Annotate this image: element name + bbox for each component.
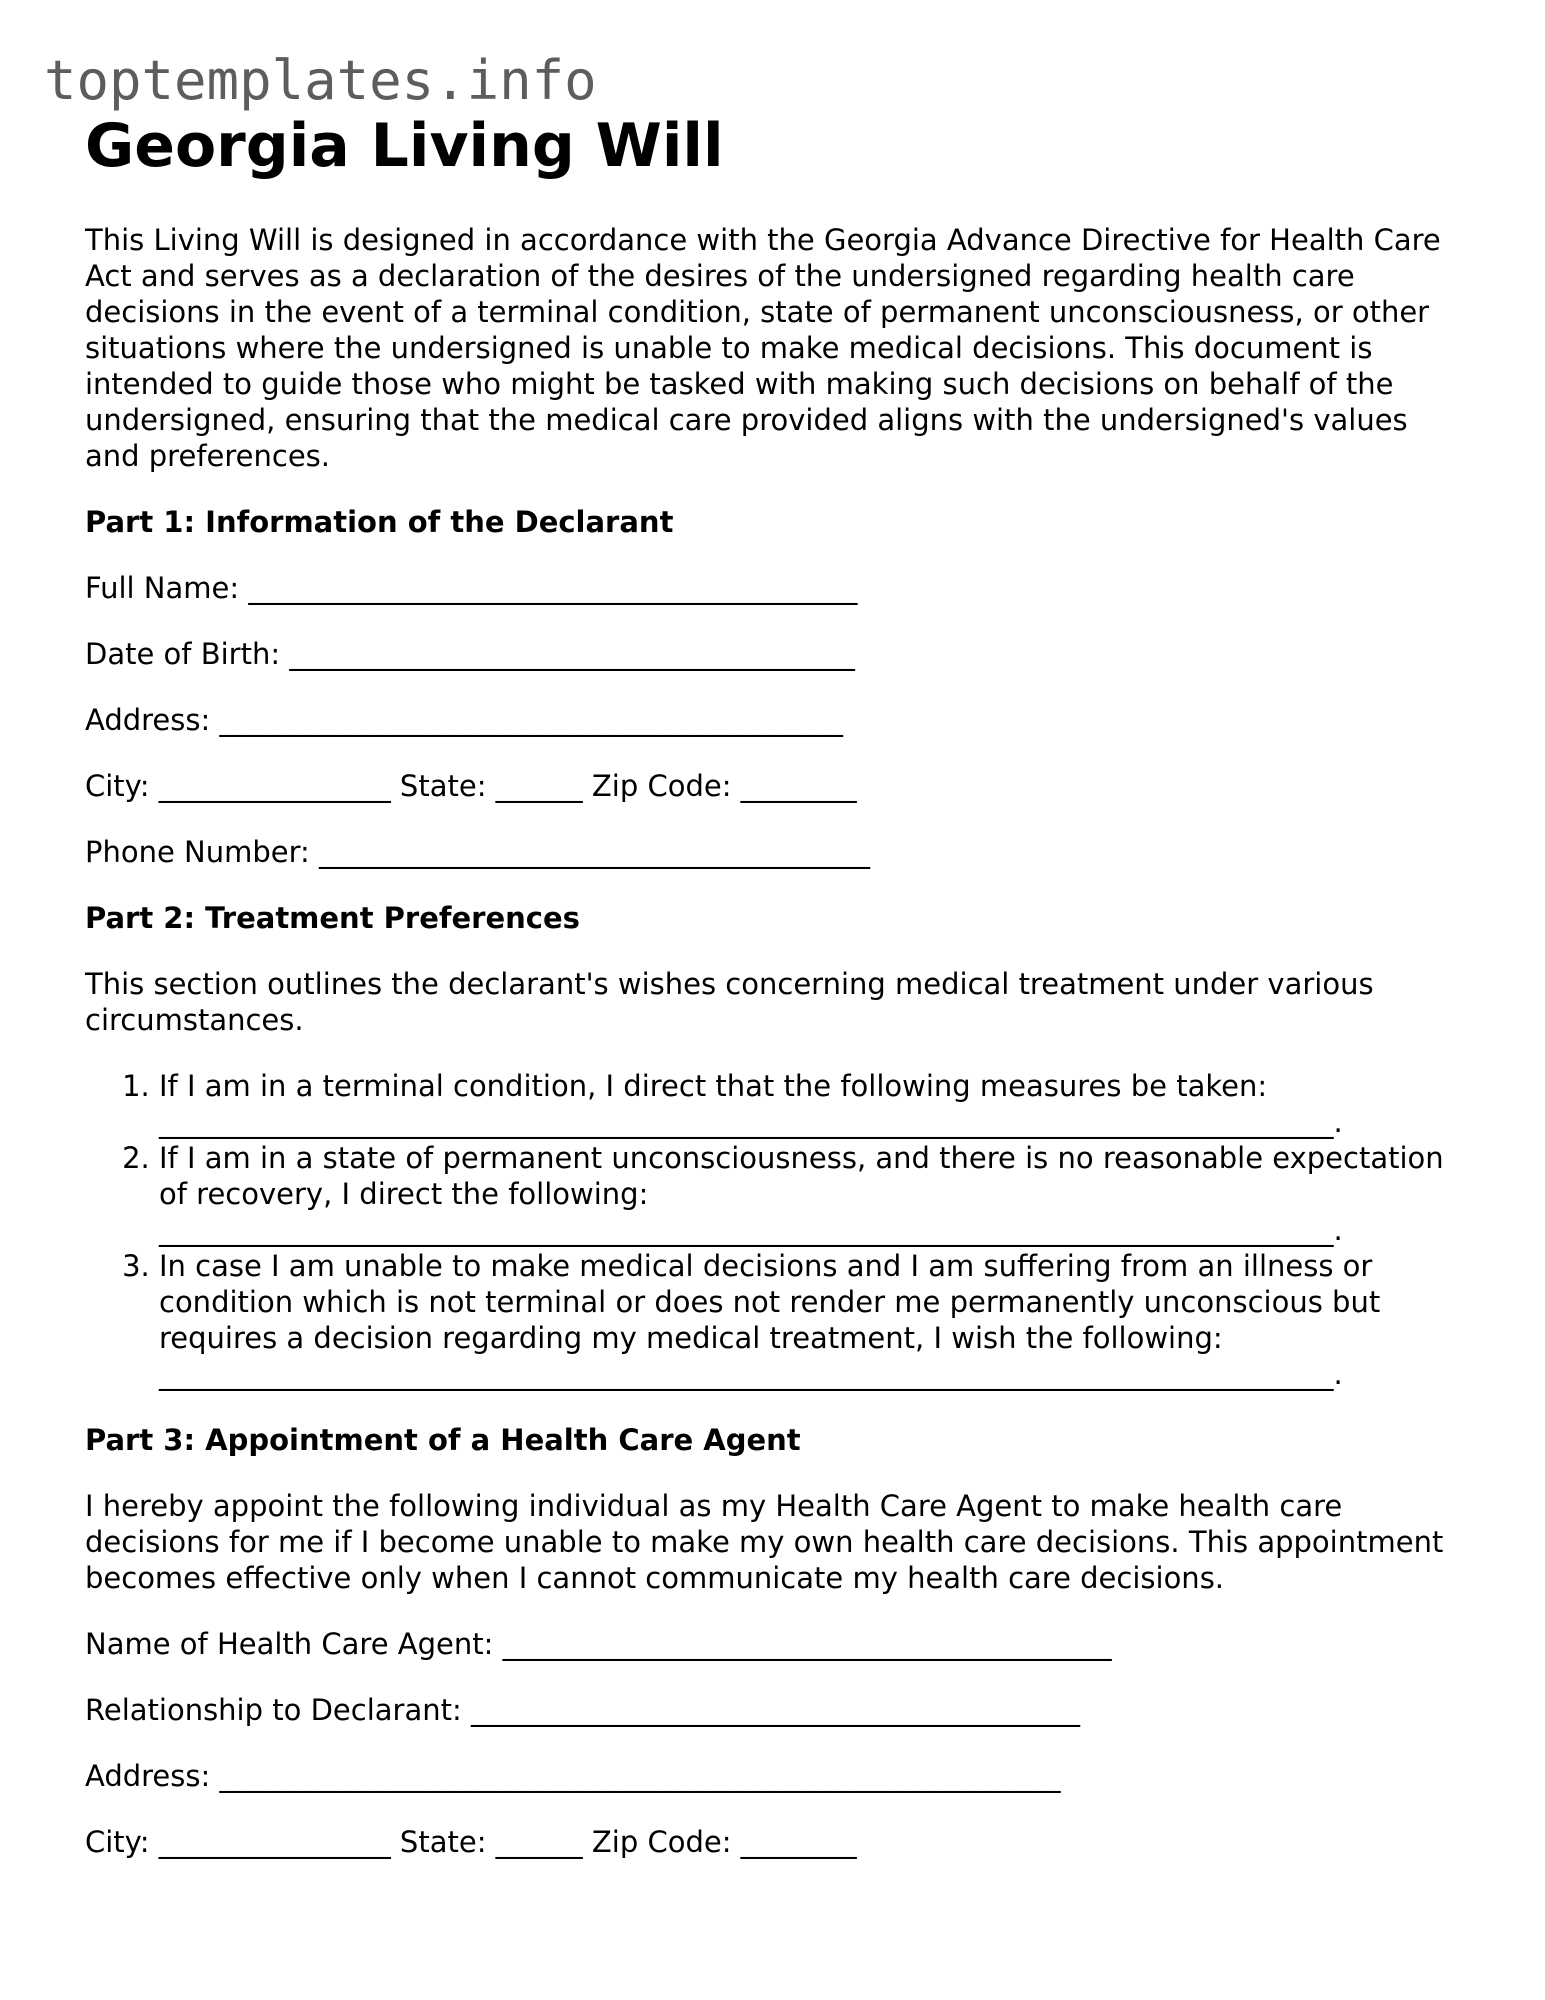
relationship-field[interactable]: Relationship to Declarant: __________________________________________ bbox=[85, 1693, 1080, 1727]
part2-heading: Part 2: Treatment Preferences bbox=[85, 901, 580, 935]
date-of-birth-field[interactable]: Date of Birth: _______________________________________ bbox=[85, 637, 855, 671]
list-item-text: If I am in a terminal condition, I direct that the following measures be taken: bbox=[159, 1069, 1268, 1103]
part3-description: I hereby appoint the following individual as my Health Care Agent to make health care decisions for me if I become unable to make my own health care decisions. This appointment becomes effective only when I cannot communicate my health care decisions. bbox=[85, 1489, 1444, 1595]
part1-heading: Part 1: Information of the Declarant bbox=[85, 505, 674, 539]
watermark: toptemplates.info bbox=[44, 49, 597, 112]
list-item bbox=[159, 1068, 1465, 1140]
treatment-preferences-list bbox=[85, 1068, 1465, 1392]
part3-heading: Part 3: Appointment of a Health Care Agent bbox=[85, 1423, 801, 1457]
intro-paragraph: This Living Will is designed in accordance with the Georgia Advance Directive for Health Care Act and serves as a declaration of the desires of the undersigned regarding health care decisions in the event of a terminal condition, state of permanent unconsciousness, or other situations where the undersigned is unable to make medical decisions. This document is intended to guide those who might be tasked with making such decisions on behalf of the undersigned, ensuring that the medical care provided aligns with the undersigned's values and preferences. bbox=[85, 223, 1441, 473]
phone-number-field[interactable]: Phone Number: ______________________________________ bbox=[85, 835, 871, 869]
other-condition-blank[interactable]: _________________________________________________________________________________. bbox=[159, 1357, 1343, 1391]
agent-address-field[interactable]: Address: __________________________________________________________ bbox=[85, 1759, 1061, 1793]
page-title: Georgia Living Will bbox=[85, 111, 724, 181]
full-name-field[interactable]: Full Name: __________________________________________ bbox=[85, 571, 858, 605]
address-field[interactable]: Address: ___________________________________________ bbox=[85, 703, 843, 737]
part2-description: This section outlines the declarant's wishes concerning medical treatment under various circumstances. bbox=[85, 967, 1374, 1037]
list-item-text: If I am in a state of permanent unconsciousness, and there is no reasonable expectation of recovery, I direct the following: bbox=[159, 1141, 1444, 1211]
terminal-condition-blank[interactable]: _________________________________________________________________________________. bbox=[159, 1105, 1343, 1139]
agent-city-state-zip-field[interactable]: City: ________________ State: ______ Zip Code: ________ bbox=[85, 1825, 857, 1859]
list-item bbox=[159, 1140, 1465, 1248]
list-item bbox=[159, 1248, 1465, 1392]
document-content bbox=[85, 108, 1465, 1860]
unconsciousness-blank[interactable]: _________________________________________________________________________________. bbox=[159, 1213, 1343, 1247]
city-state-zip-field[interactable]: City: ________________ State: ______ Zip Code: ________ bbox=[85, 769, 857, 803]
agent-name-field[interactable]: Name of Health Care Agent: __________________________________________ bbox=[85, 1627, 1112, 1661]
list-item-text: In case I am unable to make medical decisions and I am suffering from an illness or condition which is not terminal or does not render me permanently unconscious but requires a decision regarding my medical treatment, I wish the following: bbox=[159, 1249, 1381, 1355]
